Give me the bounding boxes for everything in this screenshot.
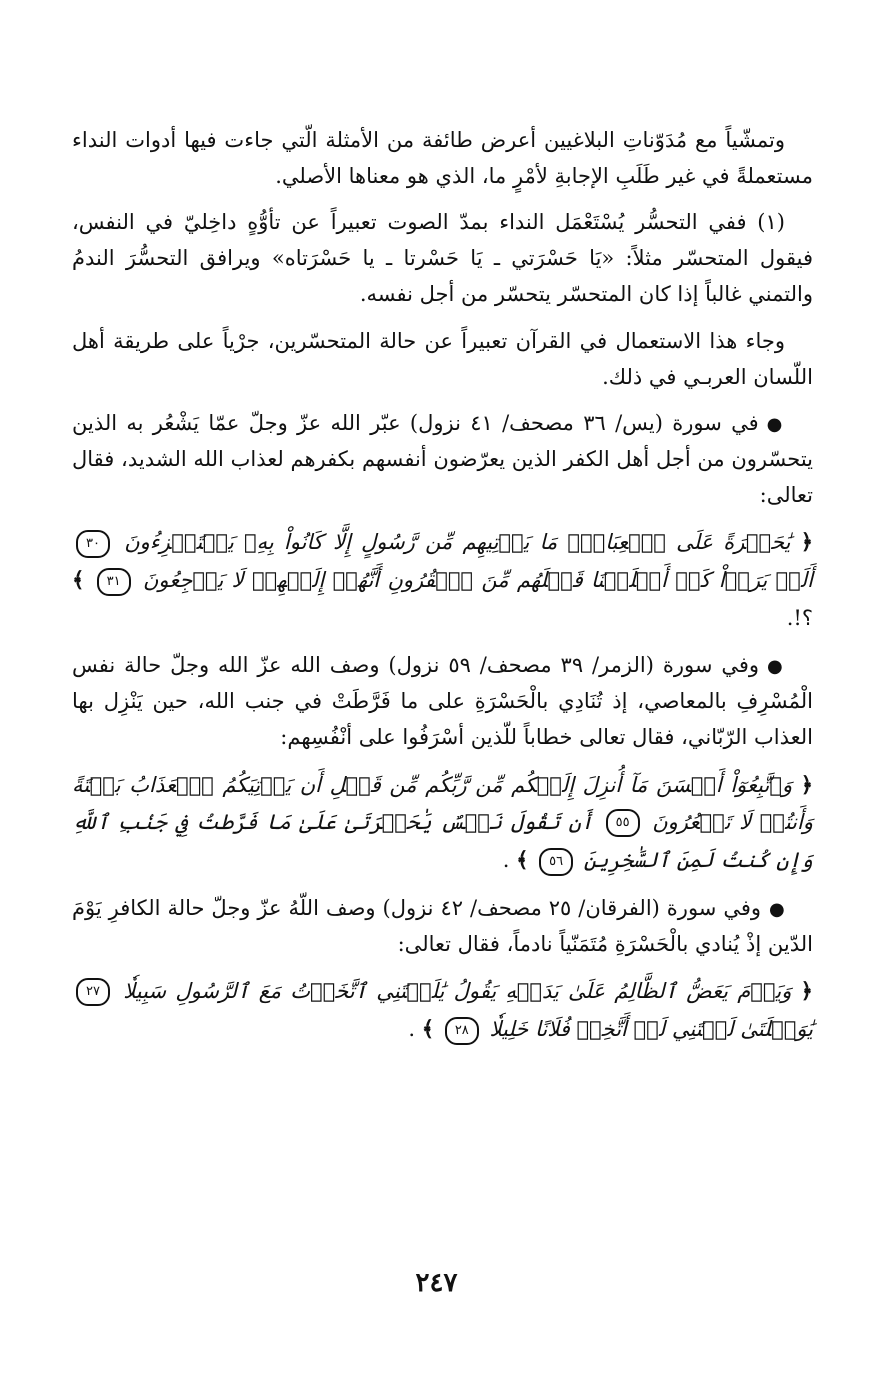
ayah-number-marker: ٥٦ [539, 848, 573, 876]
example-text: في سورة (يس/ ٣٦ مصحف/ ٤١ نزول) عبّر الله عزّ وجلّ عمّا يَشْعُر به الذين يتحسّرون من أجل أهل الكفر الذين يعرّضون أنفسهم بكفرهم لعذاب الله الشديد، فقال تعالى: [72, 410, 813, 507]
example-yasin-paragraph [72, 405, 813, 513]
quran-open-bracket: ﴿ [800, 529, 813, 555]
quran-quote-furqan [72, 972, 813, 1049]
verse-text: أَن تَقُولَ نَفۡسٌ يَٰحَسۡرَتَىٰ عَلَىٰ مَا فَرَّطتُ فِي جَنۢبِ ٱللَّهِ وَإِن كُنتُ لَمِنَ ٱلسَّٰخِرِينَ [72, 809, 813, 873]
page-number: ٢٤٧ [415, 1268, 458, 1298]
quran-quote-zumar [72, 766, 813, 880]
bullet-icon: ● [766, 413, 785, 435]
point-one-paragraph: (١) ففي التحسُّر يُسْتَعْمَل النداء بمدّ الصوت تعبيراً عن تأوُّهٍ داخِليّ في النفس، فيقول المتحسّر مثلاً: «يَا حَسْرَتي ـ يَا حَسْرتا ـ يا حَسْرَتاه» ويرافق التحسُّرَ الندمُ والتمني غالباً إذا كان المتحسّر يتحسّر من أجل نفسه. [72, 210, 813, 307]
intro-paragraph: وتمشّياً مع مُدَوّناتِ البلاغيين أعرض طائفة من الأمثلة الّتي جاءت فيها أدوات النداء مستعملةً في غير طَلَبِ الإجابةِ لأمْرٍ ما، الذي هو معناها الأصلي. [72, 128, 813, 189]
ayah-number-marker: ٥٥ [606, 809, 640, 837]
trailing-punctuation: ؟!. [786, 605, 813, 630]
ayah-number-marker: ٣٠ [76, 530, 110, 558]
verse-text: يَٰوَيۡلَتَىٰ لَيۡتَنِي لَمۡ أَتَّخِذۡ فُلَانًا خَلِيلٗا [489, 1017, 813, 1042]
example-furqan-paragraph [72, 890, 813, 962]
ayah-number-marker: ٣١ [97, 568, 131, 596]
example-zumar-paragraph [72, 647, 813, 755]
quran-close-bracket: ﴾ [72, 567, 85, 593]
quran-close-bracket: ﴾ [516, 847, 529, 873]
trailing-punctuation: . [408, 1017, 416, 1042]
quran-open-bracket: ﴿ [800, 771, 813, 797]
bullet-icon: ● [767, 656, 785, 678]
quran-close-bracket: ﴾ [421, 1016, 435, 1042]
verse-text: وَٱتَّبِعُوٓاْ أَحۡسَنَ مَآ أُنزِلَ إِلَيۡكُم مِّن رَّبِّكُم مِّن قَبۡلِ أَن يَأۡتِيَكُمُ ٱلۡعَذَابُ بَغۡتَةً وَأَنتُمۡ لَا تَشۡعُرُونَ [72, 772, 813, 834]
quran-open-bracket: ﴿ [800, 977, 813, 1003]
trailing-punctuation: . [502, 848, 510, 873]
verse-text: يَٰحَسۡرَةً عَلَى ٱلۡعِبَادِۚ مَا يَأۡتِيهِم مِّن رَّسُولٍ إِلَّا كَانُواْ بِهِۦ يَسۡتَهۡزِءُونَ [124, 530, 791, 555]
quran-quote-yasin [72, 523, 813, 637]
verse-text: أَلَمۡ يَرَوۡاْ كَمۡ أَهۡلَكۡنَا قَبۡلَهُم مِّنَ ٱلۡقُرُونِ أَنَّهُمۡ إِلَيۡهِمۡ لَا يَرۡجِعُونَ [142, 568, 813, 593]
quran-usage-paragraph: وجاء هذا الاستعمال في القرآن تعبيراً عن حالة المتحسّرين، جرْياً على طريقة أهل اللّسان العربـي في ذلك. [72, 328, 813, 389]
bullet-icon: ● [769, 898, 786, 920]
example-text: وفي سورة (الفرقان/ ٢٥ مصحف/ ٤٢ نزول) وصف اللّهُ عزّ وجلّ حالة الكافرِ يَوْمَ الدّين إذْ يُنادي بالْحَسْرَةِ مُتَمَنّياً نادماً، فقال تعالى: [72, 895, 813, 956]
verse-text: وَيَوۡمَ يَعَضُّ ٱلظَّالِمُ عَلَىٰ يَدَيۡهِ يَقُولُ يَٰلَيۡتَنِي ٱتَّخَذۡتُ مَعَ ٱلرَّسُولِ سَبِيلٗا [123, 978, 792, 1003]
ayah-number-marker: ٢٧ [76, 978, 110, 1006]
example-text: وفي سورة (الزمر/ ٣٩ مصحف/ ٥٩ نزول) وصف الله عزّ الله وجلّ حالة نفس الْمُسْرِفِ بالمعاصي، إذ تُنَادِي بالْحَسْرَةِ على ما فَرَّطَتْ في جنب الله، حين يَنْزِل بها العذاب الرّبّاني، فقال تعالى خطاباً للّذين أسْرَفُوا على أنْفُسِهم: [72, 653, 813, 750]
ayah-number-marker: ٢٨ [445, 1017, 479, 1045]
